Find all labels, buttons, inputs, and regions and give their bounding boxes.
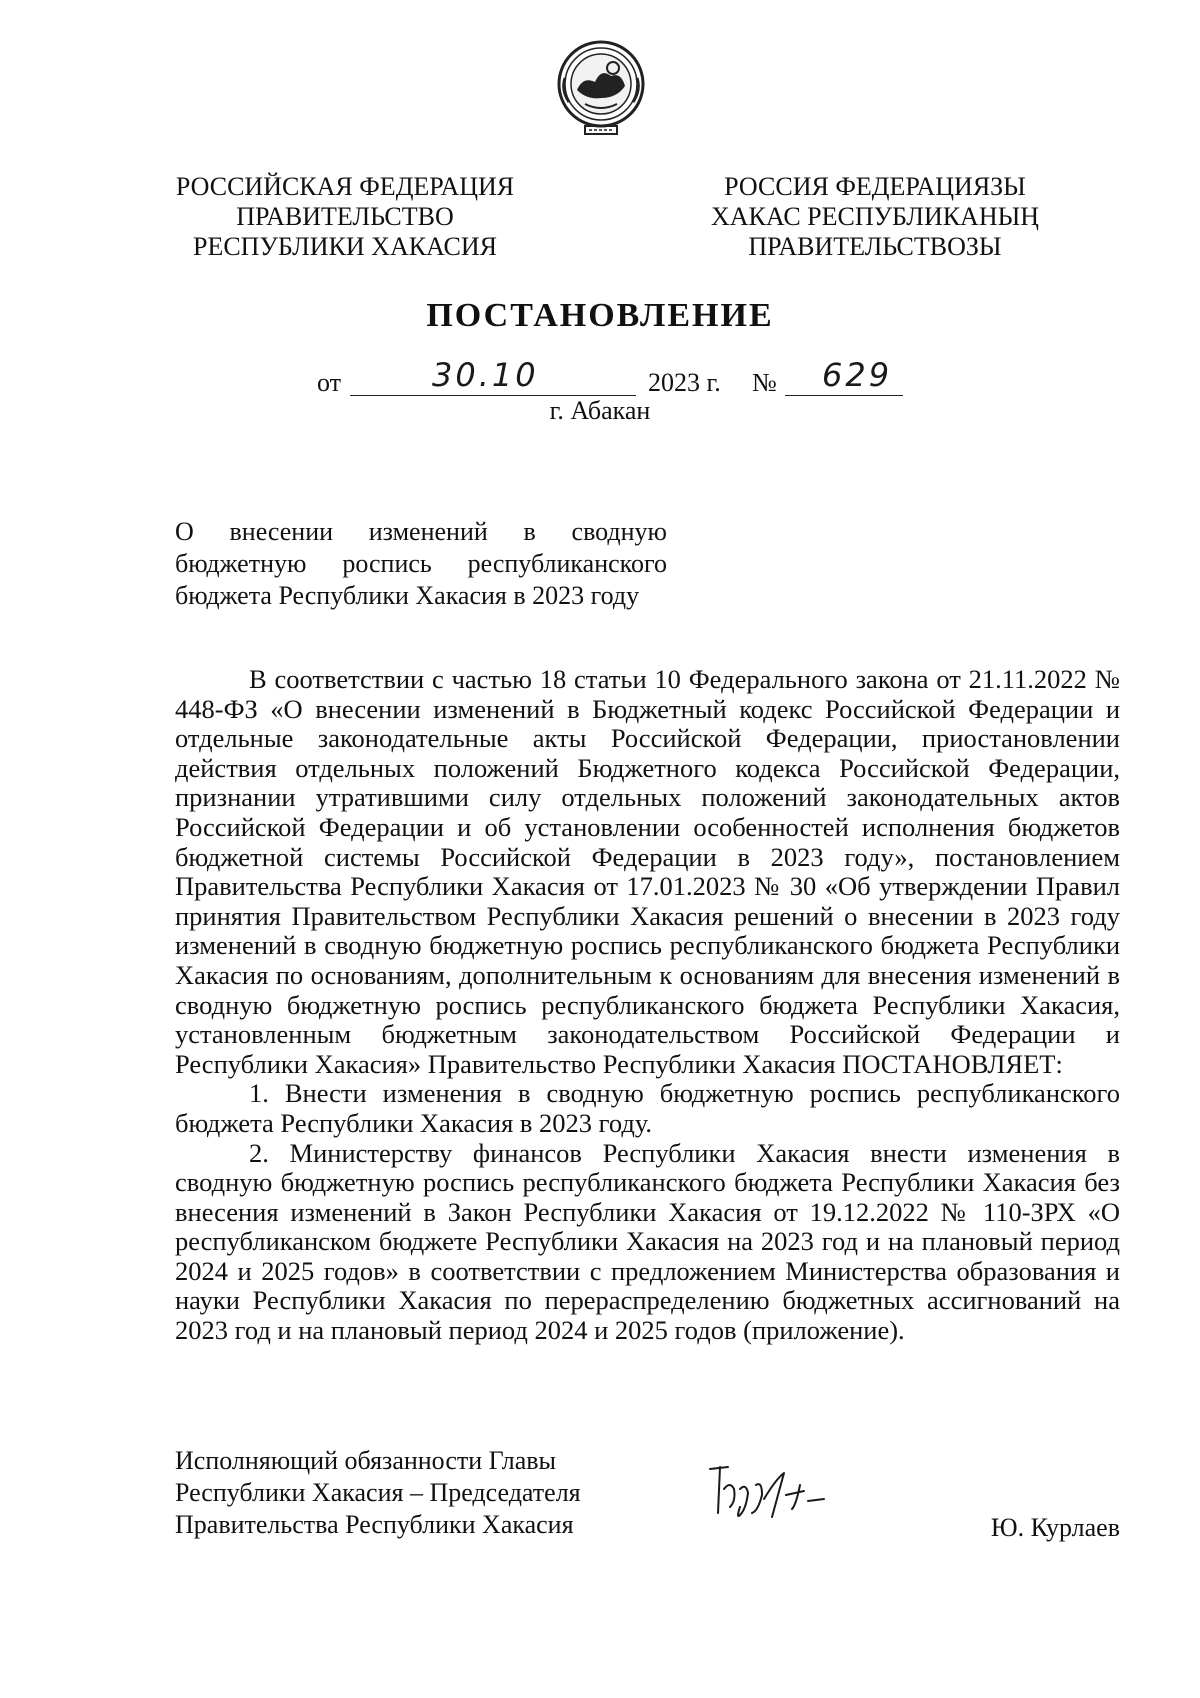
handwritten-date: 30.10 (432, 356, 539, 394)
document-title: ПОСТАНОВЛЕНИЕ (426, 297, 774, 334)
handwritten-signature-icon (700, 1455, 840, 1530)
header-right-line-1: РОССИЯ ФЕДЕРАЦИЯЗЫ (724, 172, 1026, 201)
signatory-position-line-2: Республики Хакасия – Председателя (175, 1478, 581, 1507)
signatory-name: Ю. Курлаев (990, 1513, 1120, 1542)
header-right-line-3: ПРАВИТЕЛЬСТВОЗЫ (748, 232, 1002, 261)
number-label: № (752, 368, 777, 397)
header-right-line-2: ХАКАС РЕСПУБЛИКАНЫҢ (710, 202, 1040, 231)
header-left-block (160, 172, 530, 262)
body-paragraph-2: 1. Внести изменения в сводную бюджетную роспись республиканского бюджета Республики Хакасия в 2023 году. (175, 1078, 1120, 1138)
signatory-position (175, 1445, 615, 1541)
document-body (175, 665, 1120, 1346)
header-left-line-3: РЕСПУБЛИКИ ХАКАСИЯ (192, 232, 497, 261)
body-paragraph-1: В соответствии с частью 18 статьи 10 Федерального закона от 21.11.2022 № 448-ФЗ «О внесении изменений в Бюджетный кодекс Российской Федерации и отдельные законодательные акты Российской Федерации, приостановлении действия отдельных положений Бюджетного кодекса Российской Федерации, признании утратившими силу отдельных положений законодательных актов Российской Федерации и об установлении особенностей исполнения бюджетов бюджетной системы Российской Федерации в 2023 году», постановлением Правительства Республики Хакасия от 17.01.2023 № 30 «Об утверждении Правил принятия Правительством Республики Хакасия решений о внесении в 2023 году изменений в сводную бюджетную роспись республиканского бюджета Республики Хакасия по основаниям, дополнительным к основаниям для внесения изменений в сводную бюджетную роспись республиканского бюджета Республики Хакасия, установленным бюджетным законодательством Российской Федерации и Республики Хакасия» Правительство Республики Хакасия ПОСТАНОВЛЯЕТ: (175, 664, 1120, 1079)
signatory-position-line-3: Правительства Республики Хакасия (175, 1510, 574, 1539)
body-paragraph-3: 2. Министерству финансов Республики Хакасия внести изменения в сводную бюджетную роспись республиканского бюджета Республики Хакасия без внесения изменений в Закон Республики Хакасия от 19.12.2022 № 110-ЗРХ «О республиканском бюджете Республики Хакасия на 2023 год и на плановый период 2024 и 2025 годов» в соответствии с предложением Министерства образования и науки Республики Хакасия по перераспределению бюджетных ассигнований на 2023 год и на плановый период 2024 и 2025 годов (приложение). (175, 1137, 1120, 1346)
document-subject: О внесении изменений в сводную бюджетную роспись республиканского бюджета Республики Хакасия в 2023 году (175, 517, 667, 610)
signatory-position-line-1: Исполняющий обязанности Главы (175, 1446, 556, 1475)
header-right-block (690, 172, 1060, 262)
coat-of-arms-icon (555, 38, 647, 142)
header-left-line-2: ПРАВИТЕЛЬСТВО (236, 202, 454, 231)
year-label: 2023 г. (648, 368, 721, 397)
date-from-label: от (317, 368, 342, 397)
handwritten-number: 629 (822, 356, 893, 394)
header-left-line-1: РОССИЙСКАЯ ФЕДЕРАЦИЯ (175, 172, 515, 201)
city-label: г. Абакан (549, 396, 651, 425)
date-number-line (0, 356, 1200, 400)
